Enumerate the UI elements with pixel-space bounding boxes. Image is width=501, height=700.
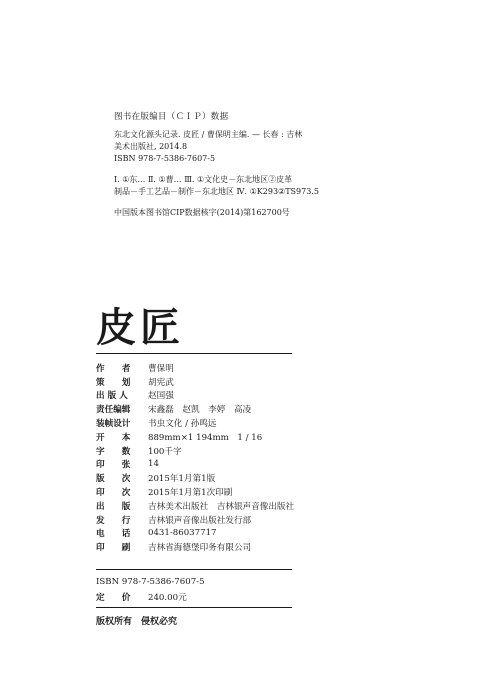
credit-row <box>96 499 426 513</box>
credit-value: 胡宪武 <box>148 377 174 388</box>
cip-heading: 图书在版编目（ＣＩＰ）数据 <box>114 112 229 122</box>
credit-row <box>96 485 426 499</box>
price-label: 定 价 <box>96 593 131 603</box>
credit-row <box>96 416 426 430</box>
credit-value: 2015年1月第1版 <box>148 474 216 485</box>
credit-row <box>96 430 426 444</box>
credit-row <box>96 458 426 472</box>
credit-row <box>96 375 426 389</box>
credit-row <box>96 402 426 416</box>
credit-value: 书虫文化 / 孙鸣远 <box>148 419 217 430</box>
credit-value: 曹保明 <box>148 363 174 374</box>
price-row <box>96 591 187 603</box>
credit-label: 责任编辑 <box>96 405 131 416</box>
credit-label: 印 张 <box>96 460 131 471</box>
divider <box>96 569 292 570</box>
divider <box>96 353 292 354</box>
cip-record-number: 中国版本图书馆CIP数据核字(2014)第162700号 <box>114 208 290 217</box>
credit-label: 策 划 <box>96 377 131 388</box>
credit-row <box>96 471 426 485</box>
credit-label: 开 本 <box>96 432 131 443</box>
cip-line: 美术出版社, 2014.8 <box>114 142 188 151</box>
isbn: ISBN 978-7-5386-7607-5 <box>96 577 205 587</box>
cip-line: 制品－手工艺品－制作－东北地区 Ⅳ. ①K293②TS973.5 <box>114 187 319 196</box>
cip-line: Ⅰ. ①东… Ⅱ. ①曹… Ⅲ. ①文化史－东北地区②皮革 <box>114 175 293 184</box>
credit-value: 0431-86037717 <box>148 528 217 539</box>
credit-row <box>96 361 426 375</box>
cip-isbn-line: ISBN 978-7-5386-7607-5 <box>114 154 216 163</box>
credit-label: 版 次 <box>96 474 131 485</box>
credits-list <box>96 361 426 554</box>
credit-label: 电 话 <box>96 529 131 540</box>
book-title: 皮匠 <box>96 305 184 351</box>
credit-value: 赵国强 <box>148 391 174 402</box>
credit-value: 吉林美术出版社 吉林银声音像出版社 <box>148 501 295 512</box>
credit-row <box>96 389 426 403</box>
credit-row <box>96 527 426 541</box>
credit-label: 发 行 <box>96 515 131 526</box>
credit-label: 装帧设计 <box>96 419 131 430</box>
credit-value: 100千字 <box>148 446 182 457</box>
credit-row <box>96 444 426 458</box>
credit-row <box>96 513 426 527</box>
credit-label: 印 次 <box>96 488 131 499</box>
price-value: 240.00元 <box>148 593 187 603</box>
credit-value: 2015年1月第1次印刷 <box>148 488 233 499</box>
credit-value: 889mm×1 194mm 1 / 16 <box>148 432 263 443</box>
divider <box>96 607 292 608</box>
credit-value: 宋鑫磊 赵凯 李婷 高凌 <box>148 405 252 416</box>
credit-value: 吉林银声音像出版社发行部 <box>148 515 252 526</box>
credit-row <box>96 540 426 554</box>
credit-label: 作 者 <box>96 363 131 374</box>
credit-value: 14 <box>148 459 159 470</box>
credit-value: 吉林省海德堡印务有限公司 <box>148 543 252 554</box>
copyright-notice: 版权所有 侵权必究 <box>96 617 178 627</box>
credit-label: 出 版 人 <box>96 391 128 402</box>
credit-label: 出 版 <box>96 501 131 512</box>
credit-label: 字 数 <box>96 446 131 457</box>
credit-label: 印 刷 <box>96 543 131 554</box>
cip-line: 东北文化源头记录. 皮匠 / 曹保明主编. — 长春 : 吉林 <box>114 130 303 139</box>
